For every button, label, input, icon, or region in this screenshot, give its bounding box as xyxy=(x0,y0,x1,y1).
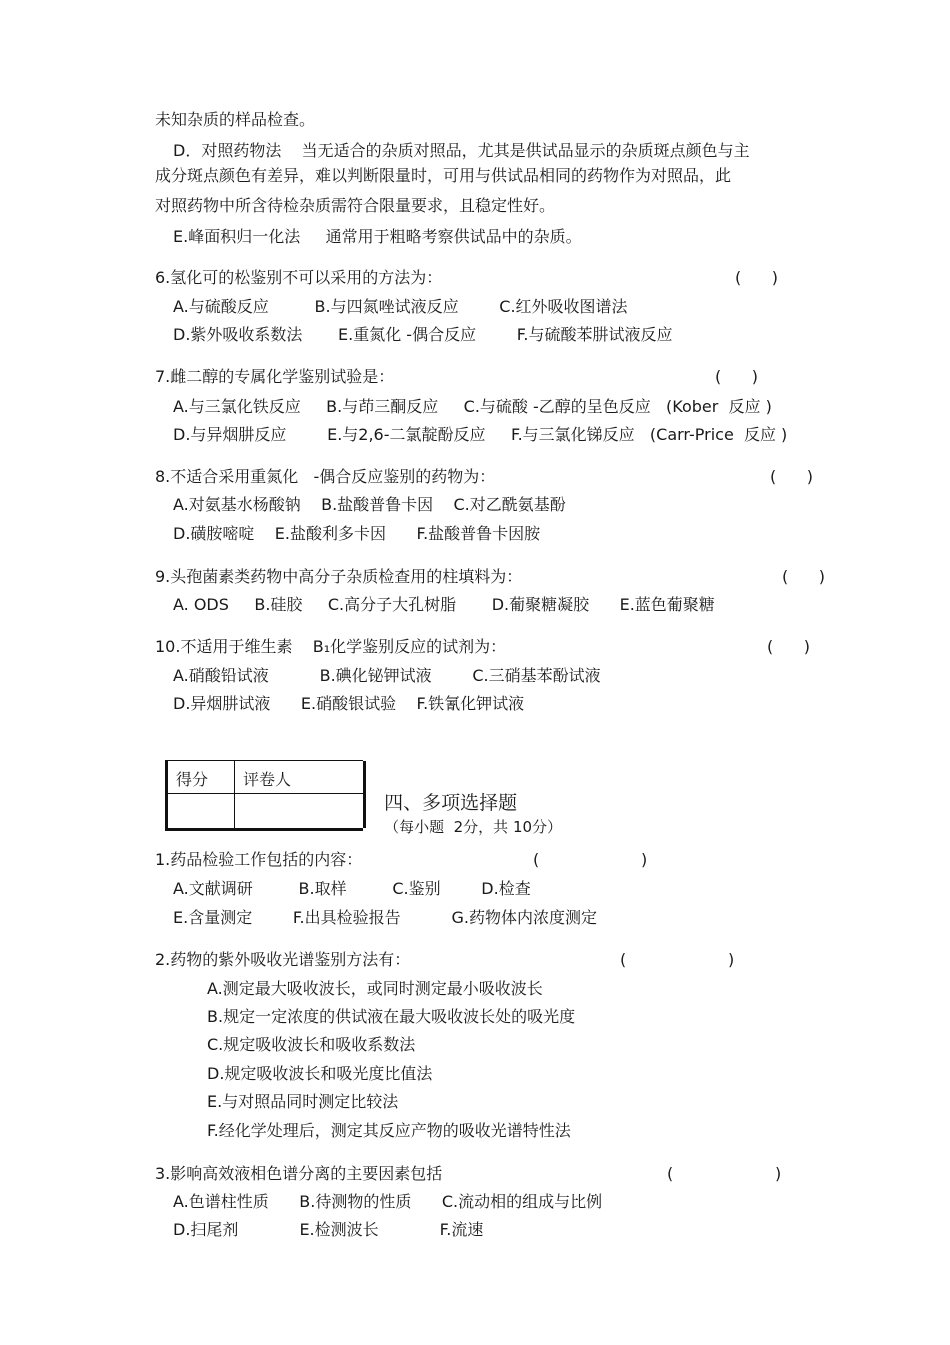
text-line: A.与硫酸反应 B.与四氮唑试液反应 C.红外吸收图谱法 xyxy=(173,297,628,316)
text-line: F.经化学处理后，测定其反应产物的吸收光谱特性法 xyxy=(207,1121,571,1140)
text-line: C.规定吸收波长和吸收系数法 xyxy=(207,1035,416,1054)
text-line: ( ) xyxy=(735,268,778,287)
text-line: E.含量测定 F.出具检验报告 G.药物体内浓度测定 xyxy=(173,908,597,927)
text-line: A.硝酸铅试液 B.碘化铋钾试液 C.三硝基苯酚试液 xyxy=(173,666,601,685)
text-line: E.峰面积归一化法 通常用于粗略考察供试品中的杂质。 xyxy=(173,227,582,246)
section-note: （每小题 2分，共 10分） xyxy=(384,818,563,836)
score-table xyxy=(165,760,363,831)
text-line: 8.不适合采用重氮化 -偶合反应鉴别的药物为： xyxy=(155,467,496,486)
text-line: 3.影响高效液相色谱分离的主要因素包括 xyxy=(155,1164,443,1183)
text-line: B.规定一定浓度的供试液在最大吸收波长处的吸光度 xyxy=(207,1007,576,1026)
text-line: 9.头孢菌素类药物中高分子杂质检查用的柱填料为： xyxy=(155,567,523,586)
text-line: D.扫尾剂 E.检测波长 F.流速 xyxy=(173,1220,484,1239)
text-line: A.与三氯化铁反应 B.与茚三酮反应 C.与硫酸 -乙醇的呈色反应 (Kober 反应 ) xyxy=(173,397,772,416)
text-line: ( ) xyxy=(767,637,810,656)
grader-label: 评卷人 xyxy=(243,770,292,789)
text-line: A.文献调研 B.取样 C.鉴别 D.检查 xyxy=(173,879,531,898)
text-line: A.对氨基水杨酸钠 B.盐酸普鲁卡因 C.对乙酰氨基酚 xyxy=(173,495,566,514)
text-line: ( ) xyxy=(782,567,825,586)
text-line: 7.雌二醇的专属化学鉴别试验是： xyxy=(155,367,395,386)
text-line: 2.药物的紫外吸收光谱鉴别方法有： xyxy=(155,950,411,969)
text-line: ( ) xyxy=(620,950,735,969)
text-line: ( ) xyxy=(715,367,758,386)
text-line: D.异烟肼试液 E.硝酸银试验 F.铁氰化钾试液 xyxy=(173,694,525,713)
text-line: D.规定吸收波长和吸光度比值法 xyxy=(207,1064,433,1083)
text-line: 对照药物中所含待检杂质需符合限量要求，且稳定性好。 xyxy=(155,196,556,215)
score-label: 得分 xyxy=(176,770,209,789)
text-line: A.测定最大吸收波长，或同时测定最小吸收波长 xyxy=(207,979,543,998)
text-line: D．对照药物法 当无适合的杂质对照品，尤其是供试品显示的杂质斑点颜色与主 xyxy=(173,141,750,160)
text-line: D.与异烟肼反应 E.与2,6-二氯靛酚反应 F.与三氯化锑反应 (Carr-Price 反应 ) xyxy=(173,425,788,444)
text-line: 未知杂质的样品检查。 xyxy=(155,110,316,129)
text-line: 10.不适用于维生素 B₁化学鉴别反应的试剂为： xyxy=(155,637,507,656)
section-heading xyxy=(372,766,562,837)
text-line: 成分斑点颜色有差异，难以判断限量时，可用与供试品相同的药物作为对照品，此 xyxy=(155,166,732,185)
text-line: D.紫外吸收系数法 E.重氮化 -偶合反应 F.与硫酸苯肼试液反应 xyxy=(173,325,673,344)
text-line: ( ) xyxy=(533,850,648,869)
text-line: A.色谱柱性质 B.待测物的性质 C.流动相的组成与比例 xyxy=(173,1192,603,1211)
section-title: 四、多项选择题 xyxy=(384,792,518,814)
text-line: E.与对照品同时测定比较法 xyxy=(207,1092,399,1111)
text-line: ( ) xyxy=(770,467,813,486)
text-line: 6.氢化可的松鉴别不可以采用的方法为： xyxy=(155,268,443,287)
text-line: 1.药品检验工作包括的内容： xyxy=(155,850,363,869)
text-line: D.磺胺嘧啶 E.盐酸利多卡因 F.盐酸普鲁卡因胺 xyxy=(173,524,541,543)
text-line: A. ODS B.硅胶 C.高分子大孔树脂 D.葡聚糖凝胶 E.蓝色葡聚糖 xyxy=(173,595,715,614)
text-line: ( ) xyxy=(667,1164,782,1183)
